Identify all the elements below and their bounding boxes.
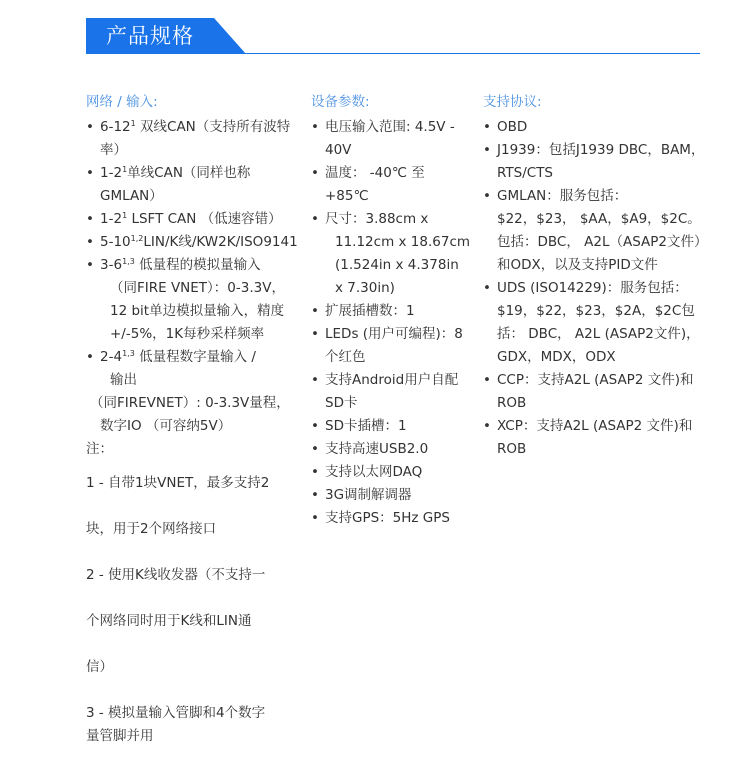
network-input-column xyxy=(86,91,299,748)
note-3b: 量管脚并用 xyxy=(86,728,154,744)
list-item-continuation: （同FIREVNET）: 0-3.3V量程， 数字IO （可容纳5V） xyxy=(90,395,290,434)
list-item: • UDS (ISO14229)：服务包括：$19，$22，$23，$2A，$2C包括： DBC， A2L (ASAP2文件)，GDX，MDX，ODX xyxy=(483,277,705,369)
list-item: • 电压输入范围: 4.5V - 40V xyxy=(311,116,471,162)
list-item: • OBD xyxy=(483,116,705,139)
note-2a: 2 - 使用K线收发器（不支持一 xyxy=(86,567,266,583)
list-item: • CCP：支持A2L (ASAP2 文件)和ROB xyxy=(483,369,705,415)
note-3a: 3 - 模拟量输入管脚和4个数字 xyxy=(86,705,266,721)
device-params-title: 设备参数: xyxy=(311,94,370,110)
list-item: • 2-4$^{1,3}$ 低量程数字量输入 / 输出 xyxy=(86,346,299,392)
list-item: • LEDs (用户可编程)：8个红色 xyxy=(311,323,471,369)
note-2b: 个网络同时用于K线和LIN通 xyxy=(86,613,252,629)
list-item: • XCP：支持A2L (ASAP2 文件)和ROB xyxy=(483,415,705,461)
note-2c: 信） xyxy=(86,659,113,675)
device-params-column xyxy=(311,91,471,530)
list-item: • 尺寸：3.88cm x 11.12cm x 18.67cm (1.524in x 4.378in x 7.30in) xyxy=(311,208,471,300)
list-item: • 3-6$^{1,3}$ 低量程的模拟量输入 （同FIRE VNET）：0-3.3V，12 bit单边模拟量输入，精度+/-5%，1K每秒采样频率 xyxy=(86,254,299,346)
list-item: • $1-2^1$单线CAN（同样也称GMLAN） xyxy=(86,162,299,208)
list-item: • 支持以太网DAQ xyxy=(311,461,471,484)
list-item: • 支持Android用户自配SD卡 xyxy=(311,369,471,415)
list-item: • SD卡插槽：1 xyxy=(311,415,471,438)
list-item: • J1939：包括J1939 DBC，BAM，RTS/CTS xyxy=(483,139,705,185)
note-1a: 1 - 自带1块VNET，最多支持2 xyxy=(86,475,270,491)
list-item: • 5-10$^{1,2}$LIN/K线/KW2K/ISO9141 xyxy=(86,231,299,254)
protocols-column xyxy=(483,91,705,461)
list-item: • 扩展插槽数：1 xyxy=(311,300,471,323)
header-divider xyxy=(86,53,700,54)
protocols-title: 支持协议: xyxy=(483,94,542,110)
list-item: • $1-2^1$ LSFT CAN （低速容错） xyxy=(86,208,299,231)
note-label: 注： xyxy=(86,441,113,457)
list-item: • 温度： -40℃ 至 +85℃ xyxy=(311,162,471,208)
list-item: • GMLAN：服务包括： $22，$23， $AA，$A9，$2C。包括：DBC， A2L（ASAP2文件）和ODX，以及支持PID文件 xyxy=(483,185,705,277)
list-item: • 支持高速USB2.0 xyxy=(311,438,471,461)
list-item: • $6-12^1$ 双线CAN（支持所有波特率） xyxy=(86,116,299,162)
list-item: • 支持GPS：5Hz GPS xyxy=(311,507,471,530)
network-input-title: 网络 / 输入: xyxy=(86,94,158,110)
list-item: • 3G调制解调器 xyxy=(311,484,471,507)
note-1b: 块，用于2个网络接口 xyxy=(86,521,217,537)
page-title: 产品规格 xyxy=(106,24,194,48)
